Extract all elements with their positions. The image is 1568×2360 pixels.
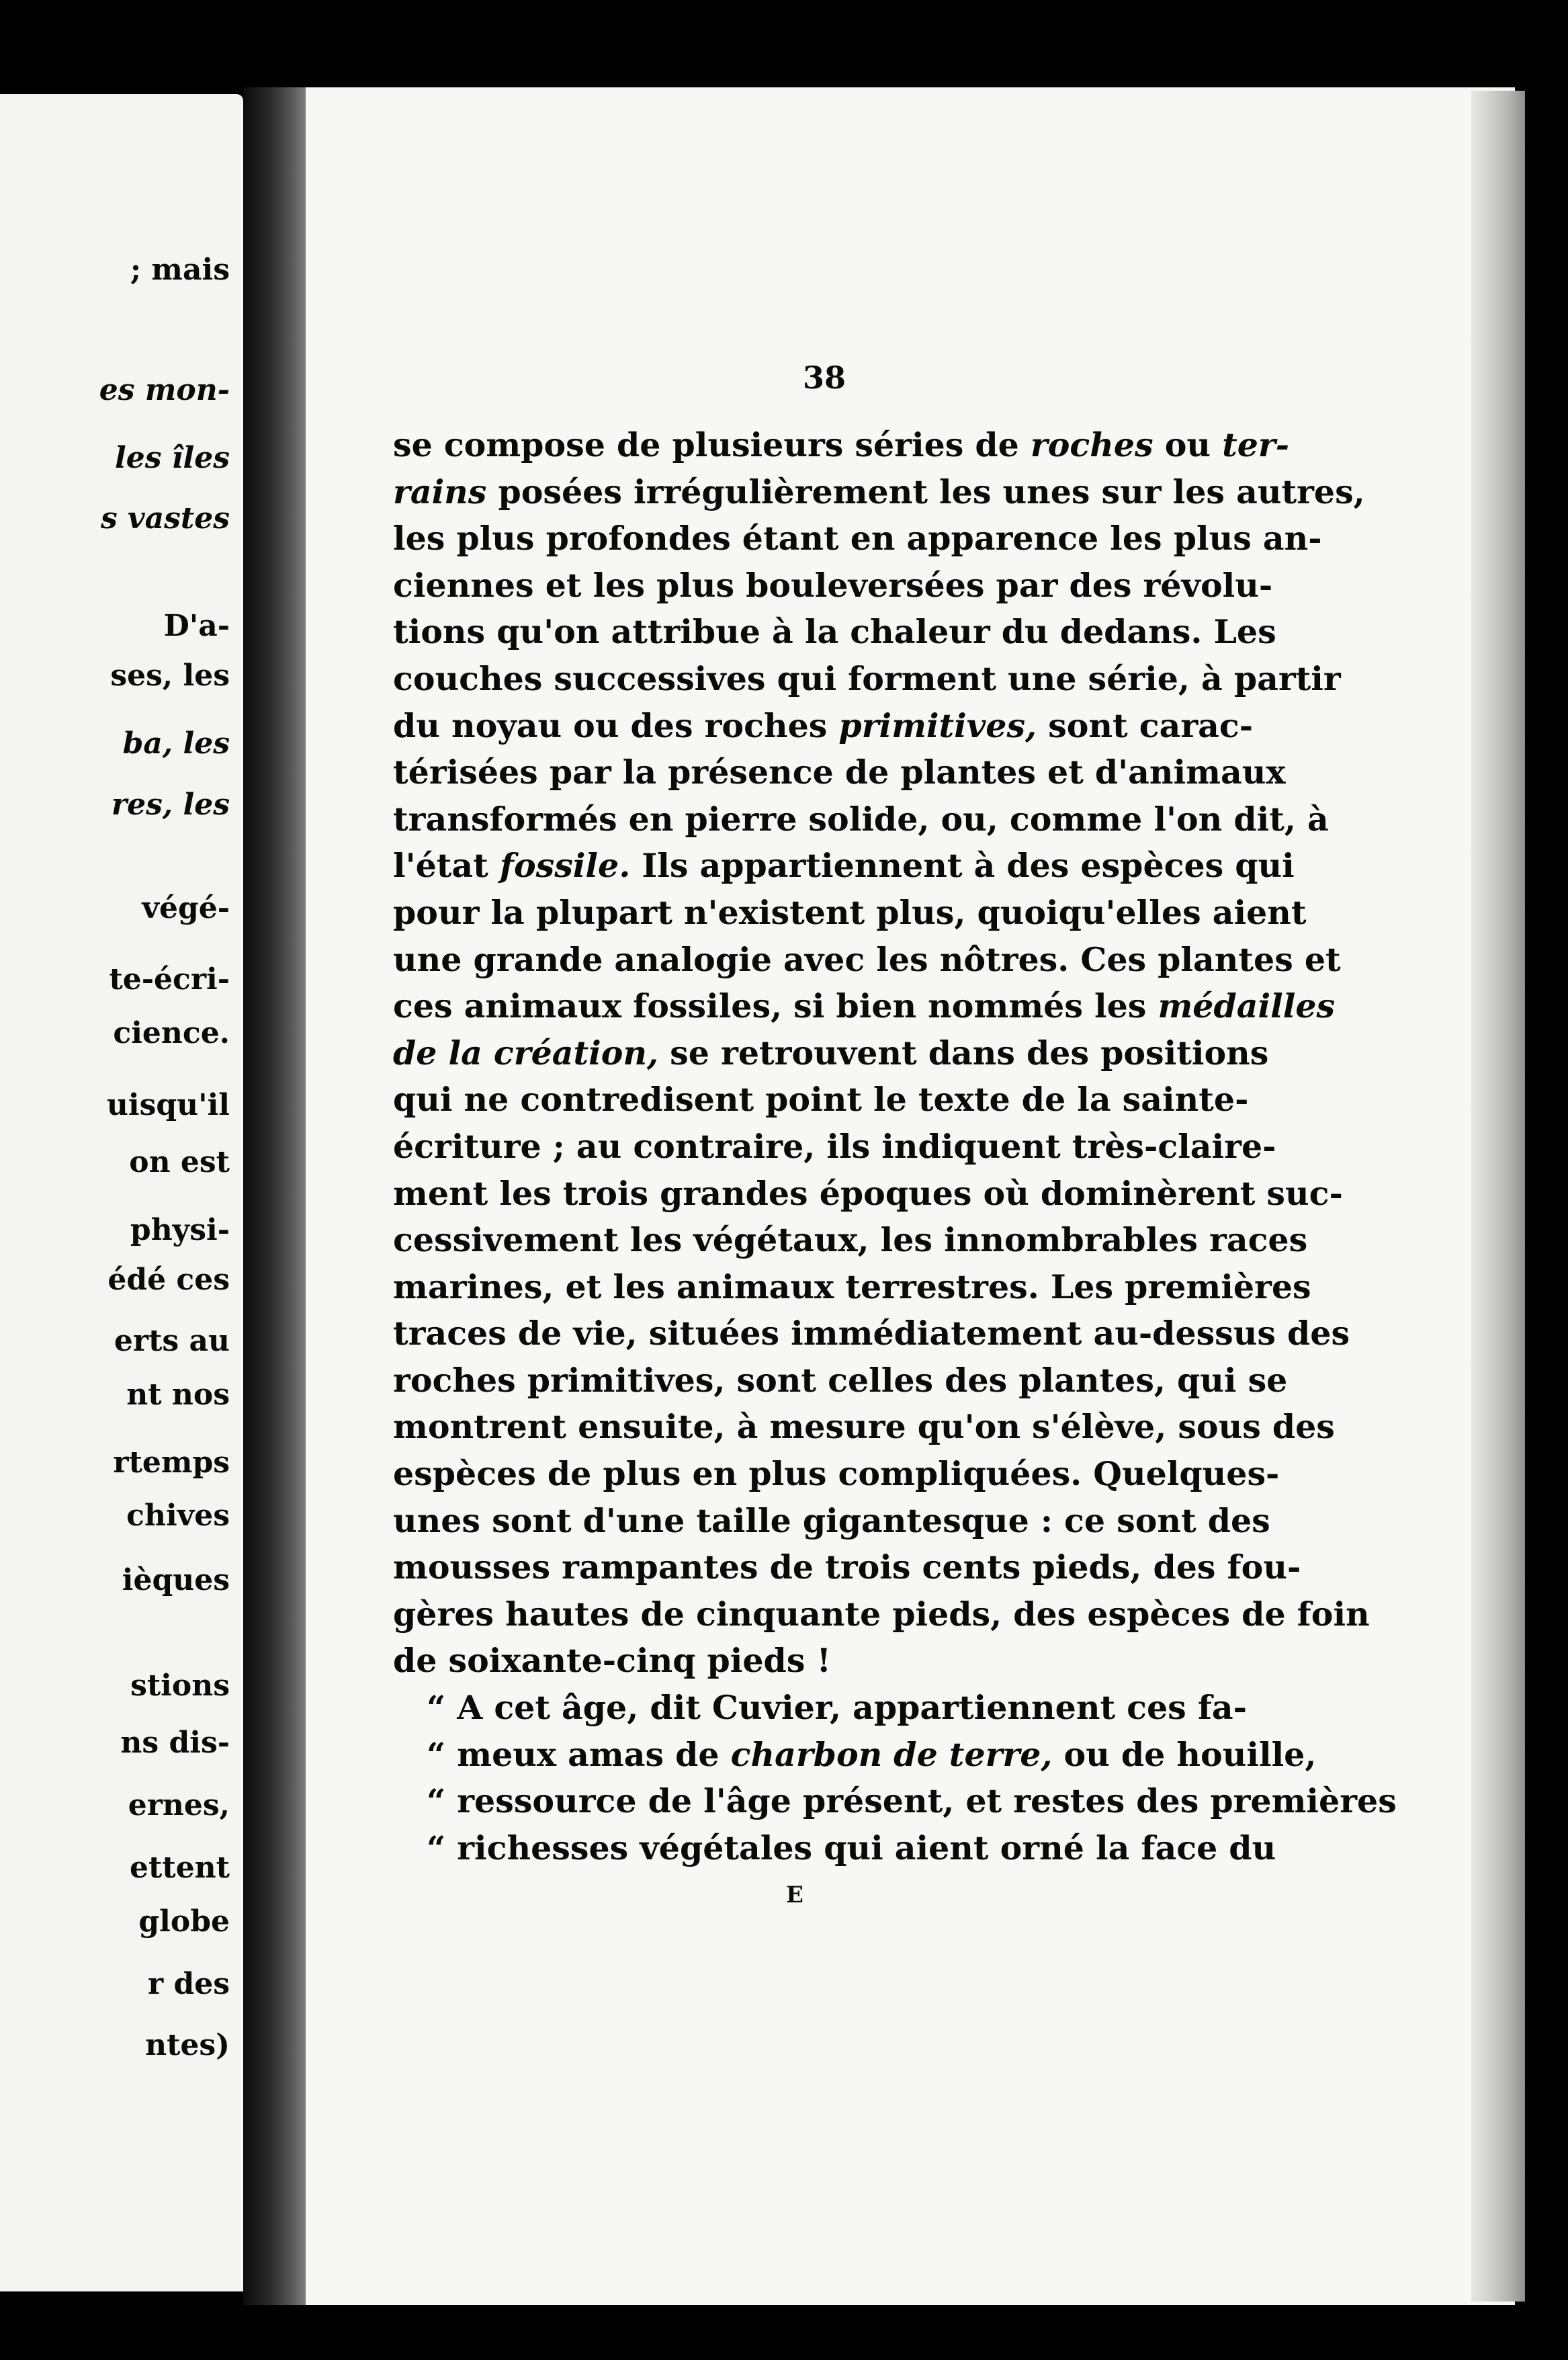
left-page-fragment: nt nos [126,1377,230,1412]
page-number: 38 [803,360,846,396]
text-run: unes sont d'une taille gigantesque : ce sont des [393,1501,1270,1540]
text-run: ou de houille, [1052,1734,1317,1774]
text-run: “ ressource de l'âge présent, et restes des premières [427,1781,1397,1821]
text-line [393,422,1290,469]
text-run: écriture ; au contraire, ils indiquent très-claire- [393,1126,1276,1166]
text-run: l'état [393,846,500,886]
text-run: roches primitives, sont celles des plantes, qui se [393,1360,1288,1400]
text-run: ou [1153,425,1223,464]
italic-term: de la création, [393,1033,659,1072]
text-line [393,609,1276,656]
left-page-fragment: ernes, [128,1788,230,1823]
left-page-fragment: cience. [113,1016,230,1051]
text-line [393,1825,1276,1872]
left-page-fragment: res, les [111,787,230,822]
left-page-fragment: s vastes [100,501,230,536]
text-line [393,890,1307,937]
text-run: tions qu'on attribue à la chaleur du dedans. Les [393,612,1276,652]
left-page-fragment: globe [138,1904,230,1939]
italic-term: fossile. [499,846,631,886]
text-run: ment les trois grandes époques où dominèrent suc- [393,1173,1343,1213]
text-run: mousses rampantes de trois cents pieds, des fou- [393,1548,1301,1587]
left-page-fragment: D'a- [163,608,230,643]
left-page-fragment: ses, les [110,659,230,693]
text-line [393,1778,1397,1825]
text-line [393,656,1341,703]
text-run: “ richesses végétales qui aient orné la face du [427,1828,1276,1867]
text-line [393,562,1273,609]
italic-term: ter- [1222,425,1290,464]
left-page-fragment: physi- [130,1212,230,1247]
text-line [393,1264,1311,1311]
text-line [393,1498,1270,1545]
italic-term: roches [1030,425,1153,464]
text-run: traces de vie, situées immédiatement au-dessus des [393,1314,1350,1353]
text-run: espèces de plus en plus compliquées. Quelques- [393,1454,1280,1494]
text-line [393,1310,1350,1357]
text-run: couches successives qui forment une série, à partir [393,659,1341,698]
italic-term: médailles [1158,986,1336,1026]
italic-term: rains [393,472,487,511]
left-page-fragment: ns dis- [120,1726,230,1761]
text-line [393,1685,1247,1732]
italic-term: primitives, [838,706,1037,745]
text-line [393,1077,1249,1124]
text-line [393,515,1322,562]
italic-term: charbon de terre, [730,1734,1053,1774]
text-run: ciennes et les plus bouleversées par des révolu- [393,565,1273,605]
left-page-fragment: on est [129,1144,230,1179]
left-page-fragment: es mon- [99,372,230,407]
text-line [393,1124,1276,1171]
text-line [393,1732,1317,1779]
text-run: gères hautes de cinquante pieds, des espèces de foin [393,1594,1370,1634]
text-run: transformés en pierre solide, ou, comme l'on dit, à [393,799,1329,839]
left-page-fragment: rtemps [113,1445,230,1480]
left-page-fragment: végé- [142,891,230,925]
text-line [393,1451,1280,1498]
text-line [393,843,1295,890]
text-line [393,703,1254,750]
book-gutter [243,87,310,2305]
signature-mark: E [786,1882,803,1908]
text-line [393,1171,1343,1218]
body-text [393,422,1397,1871]
text-run: térisées par la présence de plantes et d'animaux [393,753,1286,792]
text-run: du noyau ou des roches [393,706,839,745]
left-page-fragment: erts au [114,1323,230,1358]
text-run: de soixante-cinq pieds ! [393,1641,831,1681]
text-line [393,749,1286,796]
text-run: sont carac- [1037,706,1254,745]
text-line [393,937,1341,984]
text-run: posées irrégulièrement les unes sur les autres, [486,472,1365,511]
text-line [393,1638,1209,1685]
left-page-fragment: stions [130,1669,230,1703]
left-page-fragment: te-écri- [109,962,230,997]
text-run: Ils appartiennent à des espèces qui [630,846,1295,886]
text-run: montrent ensuite, à mesure qu'on s'élève, sous des [393,1407,1335,1447]
previous-page [0,94,243,2291]
left-page-fragment: ettent [130,1851,230,1886]
text-line [393,1404,1335,1451]
text-run: qui ne contredisent point le texte de la sainte- [393,1080,1249,1120]
left-page-fragment: r des [147,1967,230,2002]
text-run: “ meux amas de [427,1734,731,1774]
text-line [393,1357,1288,1404]
left-page-fragment: ba, les [122,726,230,761]
text-line [393,1217,1308,1264]
page-edge [1471,91,1525,2302]
text-run: se retrouvent dans des positions [658,1033,1269,1072]
text-run: marines, et les animaux terrestres. Les premières [393,1267,1311,1306]
left-page-fragment: édé ces [107,1263,230,1298]
left-page-fragment: les îles [115,440,230,475]
text-run: “ A cet âge, dit Cuvier, appartiennent ces fa- [427,1688,1247,1728]
text-line [393,1030,1269,1077]
text-line [393,983,1336,1030]
text-run: les plus profondes étant en apparence les plus an- [393,519,1322,558]
text-run: se compose de plusieurs séries de [393,425,1031,464]
text-line [393,796,1329,843]
text-run: pour la plupart n'existent plus, quoiqu'elles aient [393,892,1307,932]
text-run: ces animaux fossiles, si bien nommés les [393,986,1158,1026]
text-line [393,1591,1370,1638]
left-page-fragment: uisqu'il [106,1087,230,1122]
text-line [393,469,1365,516]
text-line [393,1544,1301,1591]
text-run: une grande analogie avec les nôtres. Ces plantes et [393,939,1341,979]
left-page-fragment: ntes) [145,2027,230,2062]
left-page-fragment: ièques [122,1563,230,1598]
text-run: cessivement les végétaux, les innombrables races [393,1220,1308,1260]
left-page-fragment: chives [126,1499,230,1533]
left-page-fragment: ; mais [130,253,230,288]
